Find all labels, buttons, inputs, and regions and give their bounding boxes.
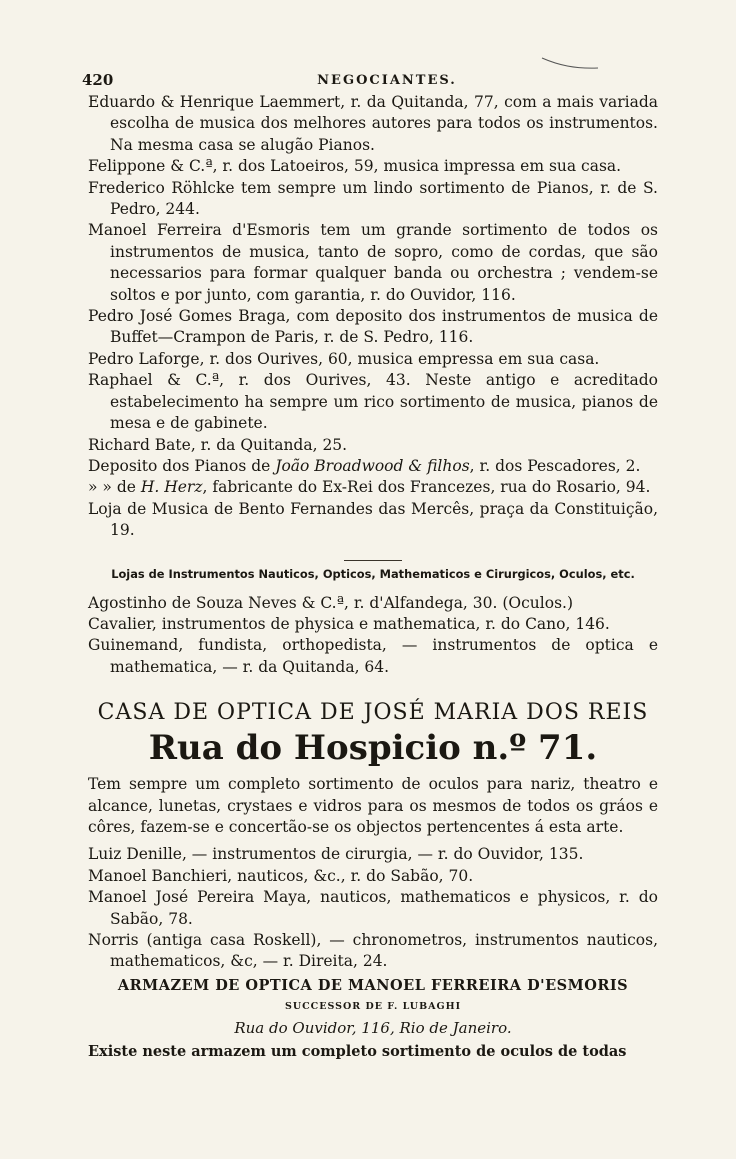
deposito-prefix: Deposito dos Pianos de	[88, 456, 276, 475]
section-divider	[344, 560, 402, 561]
advert-address: Rua do Hospicio n.º 71.	[148, 728, 598, 769]
category-heading: Lojas de Instrumentos Nauticos, Opticos, Mathematicos e Cirurgicos, Oculos, etc.	[111, 566, 635, 581]
instrument-entry: Luiz Denille, — instrumentos de cirurgia, — r. do Ouvidor, 135.	[88, 845, 584, 864]
instrument-entry: Agostinho de Souza Neves & C.ª, r. d'Alfandega, 30. (Oculos.)	[88, 593, 574, 612]
instrument-entry: Manoel José Pereira Maya, nauticos, mathematicos e physicos, r. do Sabão, 78.	[88, 888, 658, 928]
casa-optica-advert	[88, 700, 658, 838]
armazem-title: ARMAZEM DE OPTICA DE MANOEL FERREIRA D'ESMORIS	[117, 976, 629, 994]
page-number: 420	[82, 71, 114, 89]
pencil-mark	[540, 55, 600, 71]
music-entry: Loja de Musica de Bento Fernandes das Mercês, praça da Constituição, 19.	[88, 499, 658, 540]
deposito-entry	[88, 456, 658, 477]
music-entry: Eduardo & Henrique Laemmert, r. da Quitanda, 77, com a mais variada escolha de musica dos melhores autores para todos os instrumentos. Na mesma casa se alugão Pianos.	[88, 93, 658, 154]
music-entries	[88, 92, 658, 542]
music-entry: Pedro José Gomes Braga, com deposito dos instrumentos de musica de Buffet—Crampon de Paris, r. de S. Pedro, 116.	[88, 307, 658, 347]
deposito-address: , r. dos Pescadores, 2.	[469, 456, 641, 475]
deposito-entry	[88, 477, 658, 498]
more-entries	[88, 844, 658, 972]
music-entry: Raphael & C.ª, r. dos Ourives, 43. Neste antigo e acreditado estabelecimento ha sempre um rico sortimento de musica, pianos de mesa e de gabinete.	[88, 371, 658, 433]
instrument-entry: Norris (antiga casa Roskell), — chronometros, instrumentos nauticos, mathematicos, &c, — r. Direita, 24.	[88, 931, 658, 971]
deposito-prefix: » » de	[88, 478, 141, 497]
music-entry: Felippone & C.ª, r. dos Latoeiros, 59, musica impressa em sua casa.	[88, 157, 622, 176]
instrument-entry: Manoel Banchieri, nauticos, &c., r. do Sabão, 70.	[88, 866, 474, 885]
instrument-entry: Cavalier, instrumentos de physica e mathematica, r. do Cano, 146.	[88, 614, 610, 633]
armazem-successor: SUCCESSOR DE F. LUBAGHI	[284, 1001, 462, 1013]
instrument-entries	[88, 593, 658, 679]
music-entry: Frederico Röhlcke tem sempre um lindo sortimento de Pianos, r. de S. Pedro, 244.	[88, 178, 658, 219]
document-page	[82, 70, 658, 1062]
page-header	[82, 70, 658, 92]
deposito-firm: João Broadwood & filhos	[275, 456, 470, 475]
instrument-entry: Guinemand, fundista, orthopedista, — instrumentos de optica e mathematica, — r. da Quitanda, 64.	[88, 636, 658, 676]
armazem-text: Existe neste armazem um completo sortimento de oculos de todas	[88, 1043, 627, 1061]
music-entry: Pedro Laforge, r. dos Ourives, 60, musica empressa em sua casa.	[88, 349, 600, 368]
deposito-firm: H. Herz	[140, 478, 203, 497]
page-title: NEGOCIANTES.	[317, 73, 457, 88]
advert-title: CASA DE OPTICA DE JOSÉ MARIA DOS REIS	[97, 700, 649, 726]
deposito-address: , fabricante do Ex-Rei dos Francezes, rua do Rosario, 94.	[202, 478, 651, 497]
armazem-advert	[88, 975, 658, 1063]
advert-text: Tem sempre um completo sortimento de oculos para nariz, theatro e alcance, lunetas, crystaes e vidros para os mesmos de todos os gráos e côres, fazem-se e concertão-se os objectos pertencentes á esta arte.	[88, 775, 658, 836]
music-entry: Richard Bate, r. da Quitanda, 25.	[88, 435, 348, 454]
music-entry: Manoel Ferreira d'Esmoris tem um grande sortimento de todos os instrumentos de musica, tanto de sopro, como de cordas, que são necessarios para formar qualquer banda ou orchestra ; vendem-se soltos e por junto, com garantia, r. do Ouvidor, 116.	[88, 221, 658, 304]
armazem-address: Rua do Ouvidor, 116, Rio de Janeiro.	[234, 1018, 512, 1037]
